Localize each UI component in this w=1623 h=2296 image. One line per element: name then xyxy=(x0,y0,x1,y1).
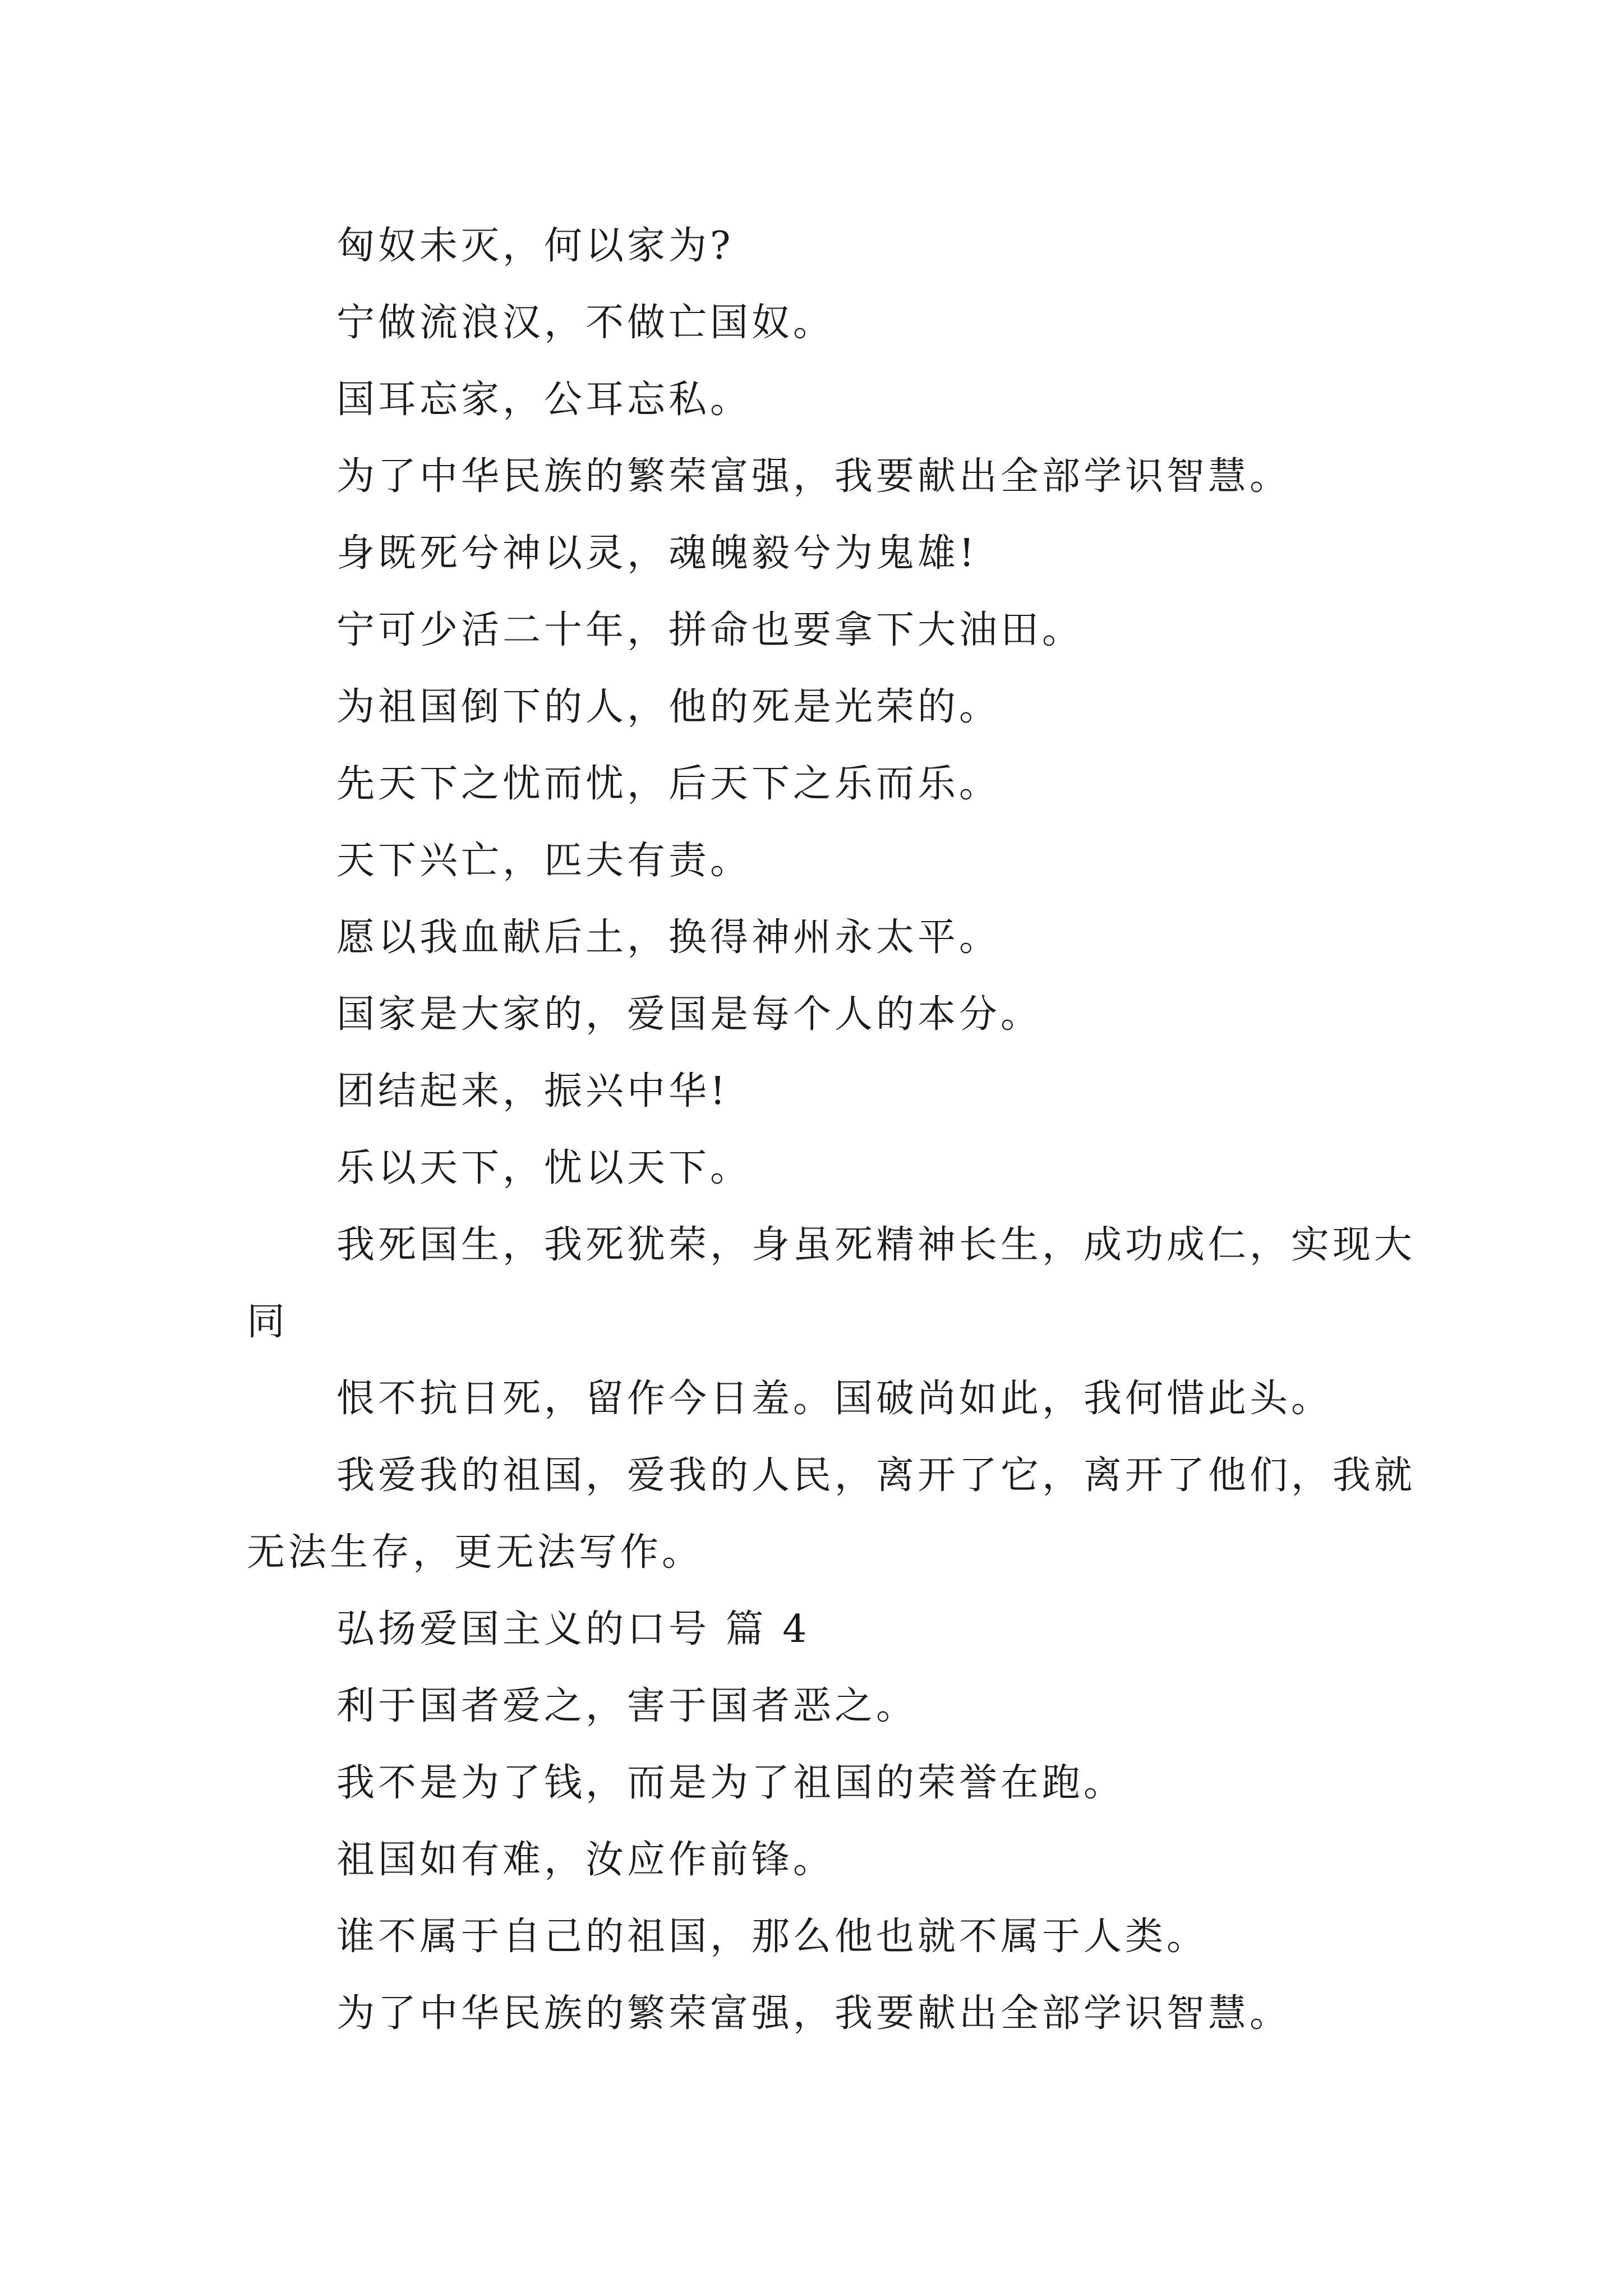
paragraph: 我死国生，我死犹荣，身虽死精神长生，成功成仁，实现大同 xyxy=(247,1223,1416,1344)
paragraph: 国耳忘家，公耳忘私。 xyxy=(336,378,752,422)
paragraph: 我爱我的祖国，爱我的人民，离开了它，离开了他们，我就无法生存，更无法写作。 xyxy=(247,1453,1416,1575)
paragraph: 身既死兮神以灵，魂魄毅兮为鬼雄! xyxy=(336,531,978,576)
document-body xyxy=(247,208,1447,2052)
paragraph: 匈奴未灭，何以家为? xyxy=(336,224,734,268)
paragraph: 愿以我血献后土，换得神州永太平。 xyxy=(336,915,1001,960)
paragraph: 团结起来，振兴中华! xyxy=(336,1069,729,1114)
paragraph: 宁做流浪汉，不做亡国奴。 xyxy=(336,301,835,345)
paragraph: 谁不属于自己的祖国，那么他也就不属于人类。 xyxy=(336,1915,1209,1959)
paragraph: 祖国如有难，汝应作前锋。 xyxy=(336,1838,835,1882)
paragraph: 宁可少活二十年，拼命也要拿下大油田。 xyxy=(336,608,1084,652)
paragraph: 利于国者爱之，害于国者恶之。 xyxy=(336,1684,918,1728)
paragraph: 我不是为了钱，而是为了祖国的荣誉在跑。 xyxy=(336,1761,1126,1805)
paragraph: 为了中华民族的繁荣富强，我要献出全部学识智慧。 xyxy=(336,1991,1292,2036)
paragraph: 国家是大家的，爱国是每个人的本分。 xyxy=(336,992,1043,1037)
paragraph: 先天下之忧而忧，后天下之乐而乐。 xyxy=(336,762,1001,806)
paragraph: 乐以天下，忧以天下。 xyxy=(336,1146,752,1190)
paragraph: 为祖国倒下的人，他的死是光荣的。 xyxy=(336,685,1001,729)
paragraph: 为了中华民族的繁荣富强，我要献出全部学识智慧。 xyxy=(336,454,1292,499)
paragraph: 天下兴亡，匹夫有责。 xyxy=(336,839,752,883)
section-heading: 弘扬爱国主义的口号 篇 4 xyxy=(336,1607,810,1651)
paragraph: 恨不抗日死，留作今日羞。国破尚如此，我何惜此头。 xyxy=(336,1377,1333,1421)
